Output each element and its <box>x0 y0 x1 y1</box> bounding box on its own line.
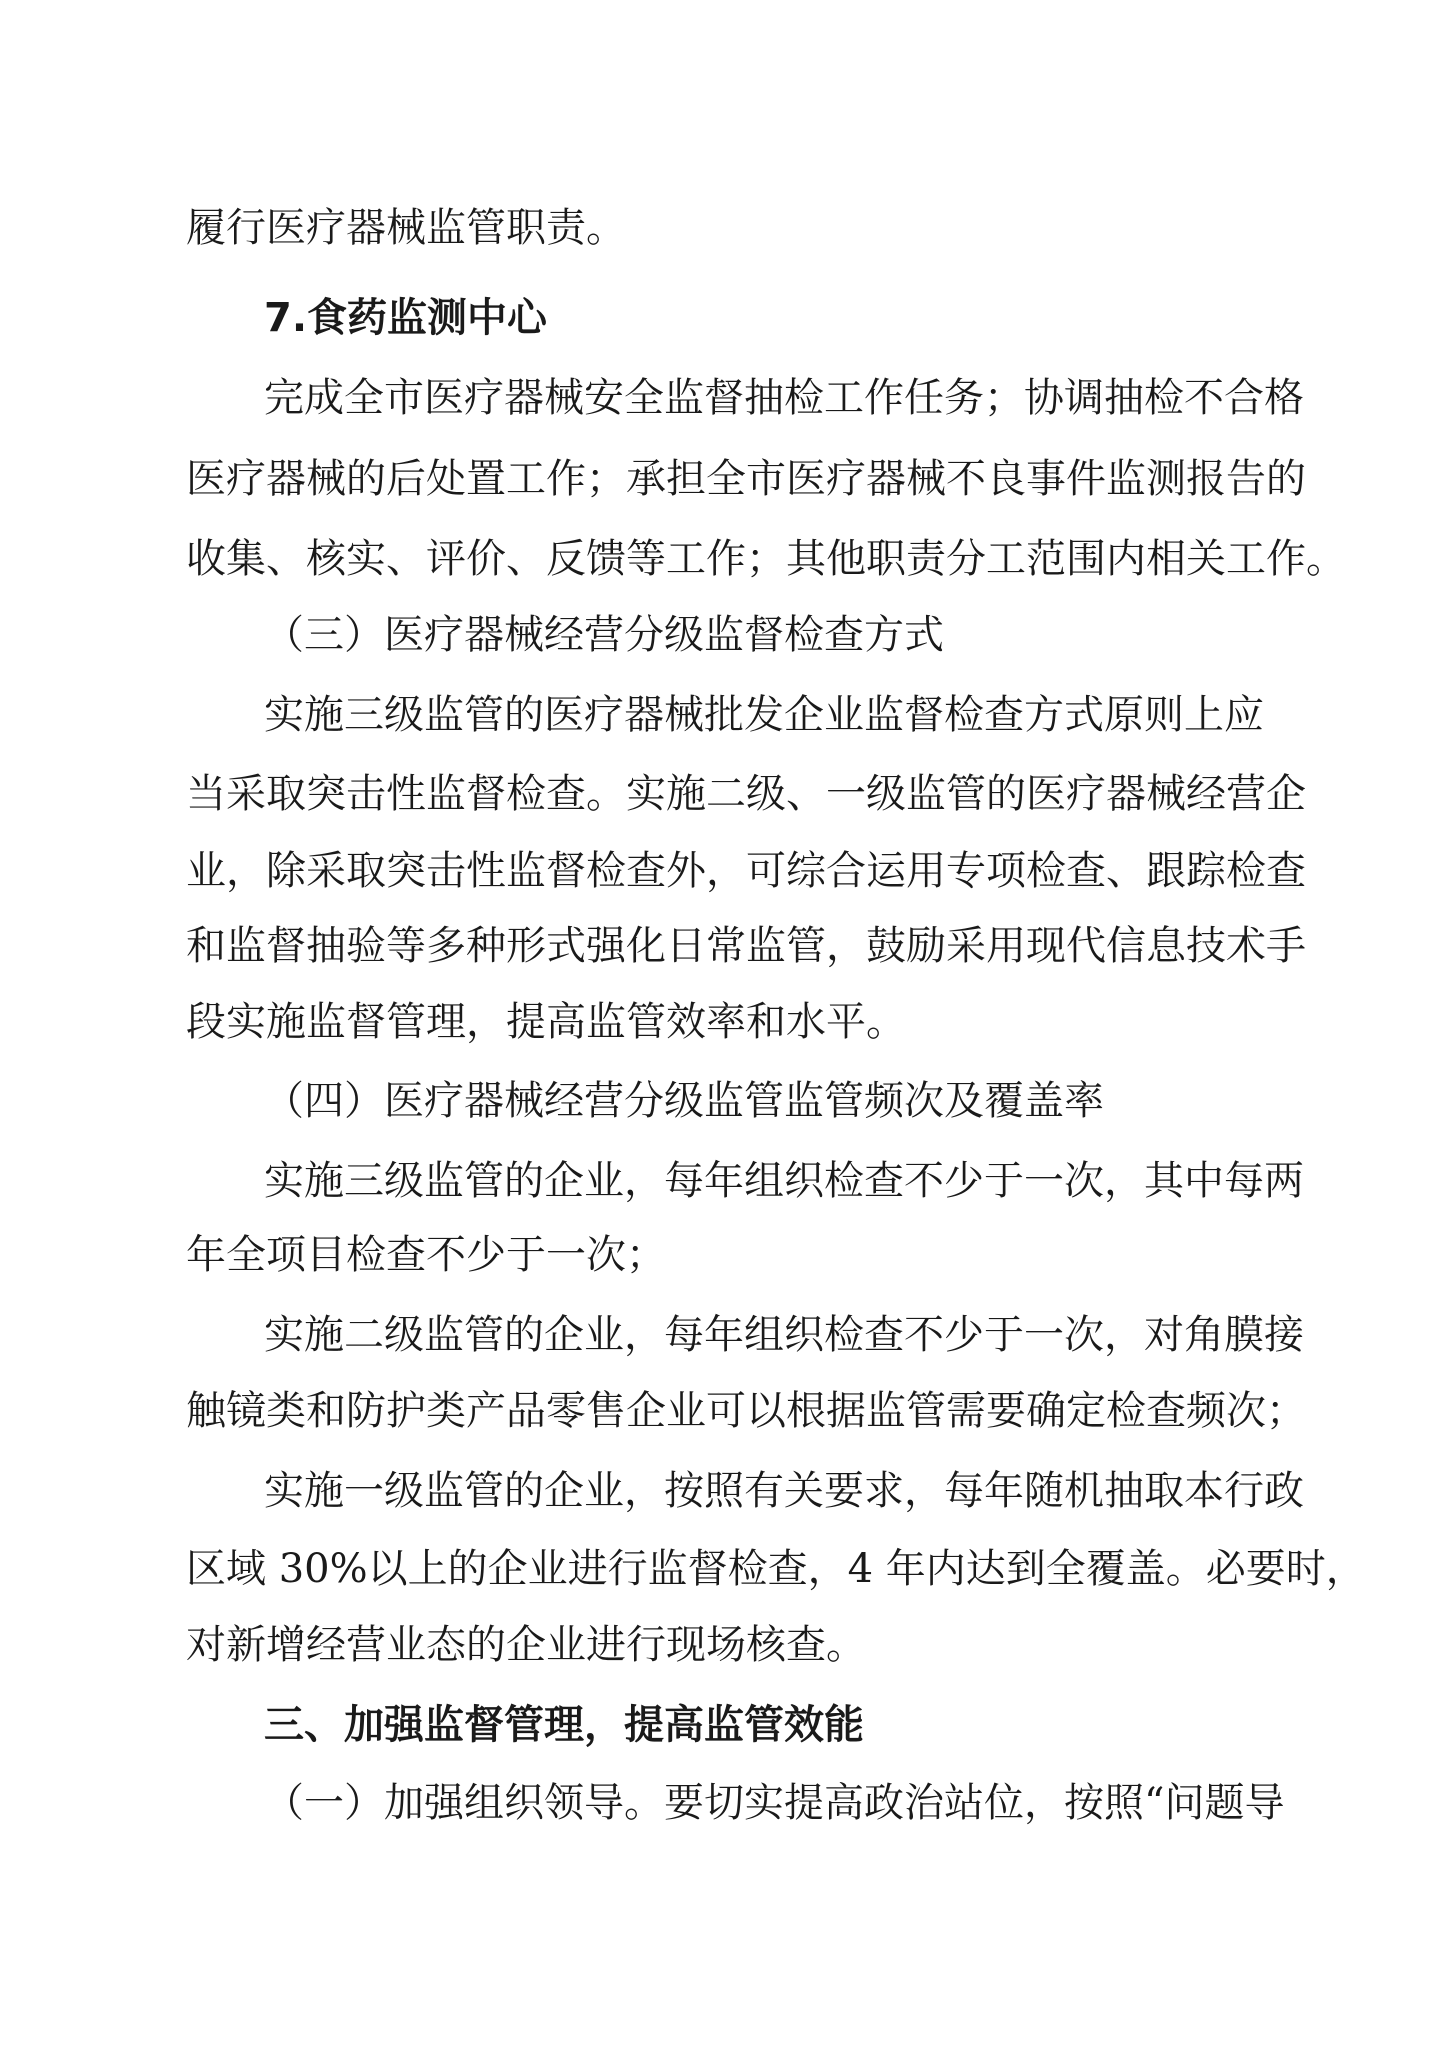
paragraph-line: （一）加强组织领导。要切实提高政治站位，按照“问题导 <box>264 1780 1285 1826</box>
subsection-heading: （三）医疗器械经营分级监督检查方式 <box>264 612 944 658</box>
paragraph-line: 履行医疗器械监管职责。 <box>186 205 626 251</box>
paragraph-line: 当采取突击性监督检查。实施二级、一级监管的医疗器械经营企 <box>186 771 1306 817</box>
paragraph-line: 实施三级监管的企业，每年组织检查不少于一次，其中每两 <box>264 1158 1304 1204</box>
subsection-heading: （四）医疗器械经营分级监管监管频次及覆盖率 <box>264 1078 1104 1124</box>
paragraph-line: 实施一级监管的企业，按照有关要求，每年随机抽取本行政 <box>264 1468 1304 1514</box>
chapter-heading: 三、加强监督管理，提高监管效能 <box>264 1702 864 1748</box>
paragraph-line: 收集、核实、评价、反馈等工作；其他职责分工范围内相关工作。 <box>186 536 1346 582</box>
paragraph-line: 和监督抽验等多种形式强化日常监管，鼓励采用现代信息技术手 <box>186 923 1306 969</box>
paragraph-line: 年全项目检查不少于一次； <box>186 1232 666 1278</box>
section-heading: 7.食药监测中心 <box>264 295 548 341</box>
paragraph-line: 实施三级监管的医疗器械批发企业监督检查方式原则上应 <box>264 692 1264 738</box>
paragraph-line: 实施二级监管的企业，每年组织检查不少于一次，对角膜接 <box>264 1312 1304 1358</box>
paragraph-line: 完成全市医疗器械安全监督抽检工作任务；协调抽检不合格 <box>264 375 1304 421</box>
paragraph-line: 对新增经营业态的企业进行现场核查。 <box>186 1622 866 1668</box>
paragraph-line: 触镜类和防护类产品零售企业可以根据监管需要确定检查频次； <box>186 1388 1306 1434</box>
paragraph-line: 段实施监督管理，提高监管效率和水平。 <box>186 999 906 1045</box>
paragraph-line: 业，除采取突击性监督检查外，可综合运用专项检查、跟踪检查 <box>186 848 1306 894</box>
paragraph-line: 医疗器械的后处置工作；承担全市医疗器械不良事件监测报告的 <box>186 456 1306 502</box>
paragraph-line: 区域 30%以上的企业进行监督检查，4 年内达到全覆盖。必要时， <box>186 1546 1366 1592</box>
